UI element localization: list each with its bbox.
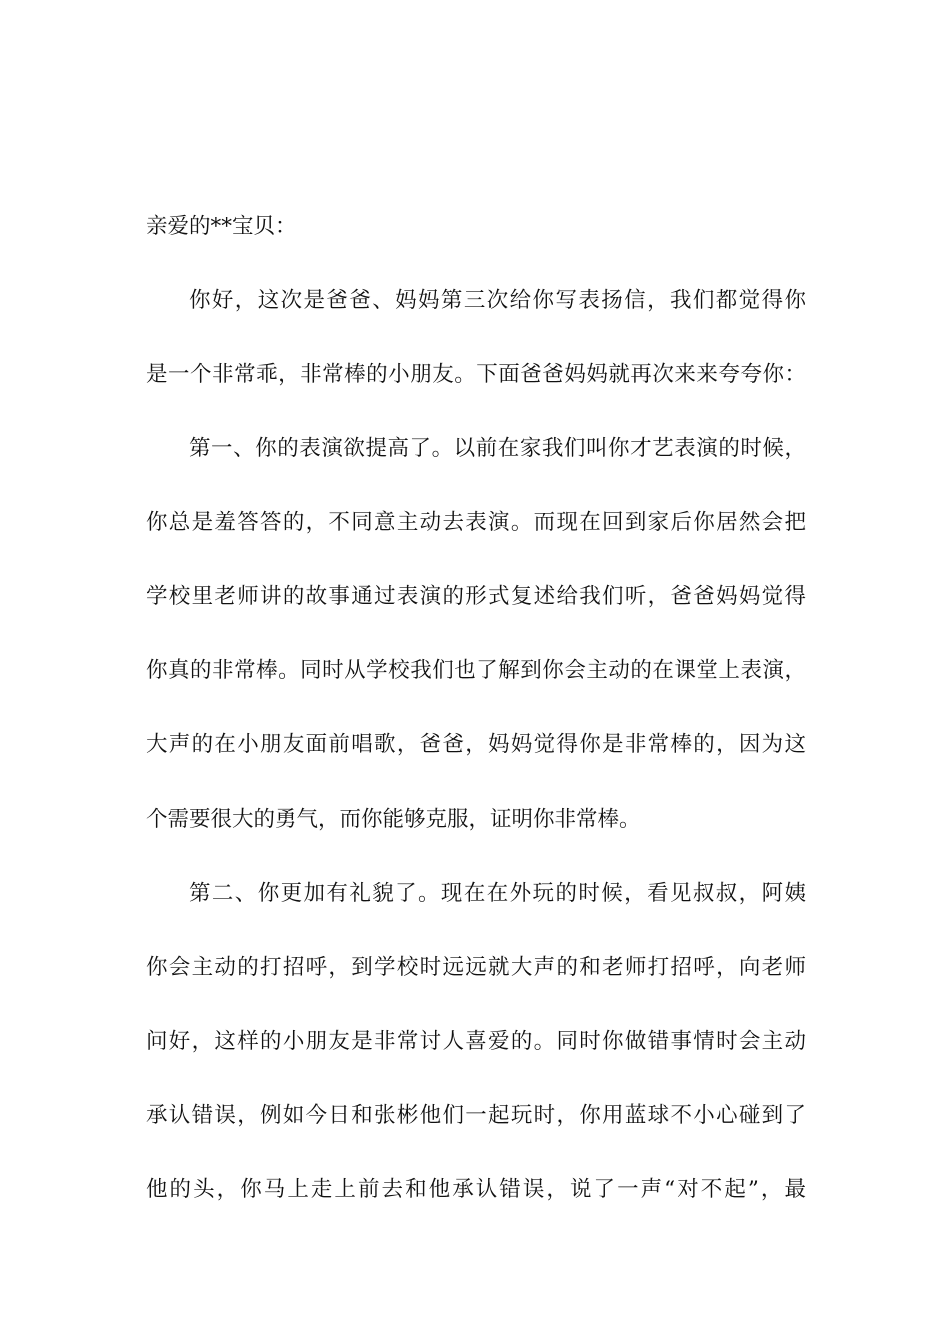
paragraph-line: 第二、你更加有礼貌了。现在在外玩的时候，看见叔叔，阿姨 <box>189 881 806 906</box>
paragraph-line: 他的头，你马上走上前去和他承认错误，说了一声“对不起”，最 <box>146 1177 806 1202</box>
salutation: 亲爱的**宝贝： <box>146 214 297 239</box>
paragraph-line: 问好，这样的小朋友是非常讨人喜爱的。同时你做错事情时会主动 <box>146 1029 806 1054</box>
paragraph-line: 你总是羞答答的，不同意主动去表演。而现在回到家后你居然会把 <box>146 510 806 535</box>
paragraph-line: 你好，这次是爸爸、妈妈第三次给你写表扬信，我们都觉得你 <box>189 288 806 313</box>
paragraph-line: 你真的非常棒。同时从学校我们也了解到你会主动的在课堂上表演， <box>146 658 806 683</box>
paragraph-line: 是一个非常乖，非常棒的小朋友。下面爸爸妈妈就再次来来夸夸你： <box>146 362 806 387</box>
paragraph-line: 个需要很大的勇气，而你能够克服，证明你非常棒。 <box>146 807 641 832</box>
paragraph-line: 学校里老师讲的故事通过表演的形式复述给我们听，爸爸妈妈觉得 <box>146 584 806 609</box>
paragraph-line: 第一、你的表演欲提高了。以前在家我们叫你才艺表演的时候， <box>189 436 806 461</box>
paragraph-line: 大声的在小朋友面前唱歌，爸爸，妈妈觉得你是非常棒的，因为这 <box>146 732 806 757</box>
paragraph-line: 你会主动的打招呼，到学校时远远就大声的和老师打招呼，向老师 <box>146 955 806 980</box>
paragraph-line: 承认错误，例如今日和张彬他们一起玩时，你用蓝球不小心碰到了 <box>146 1103 806 1128</box>
